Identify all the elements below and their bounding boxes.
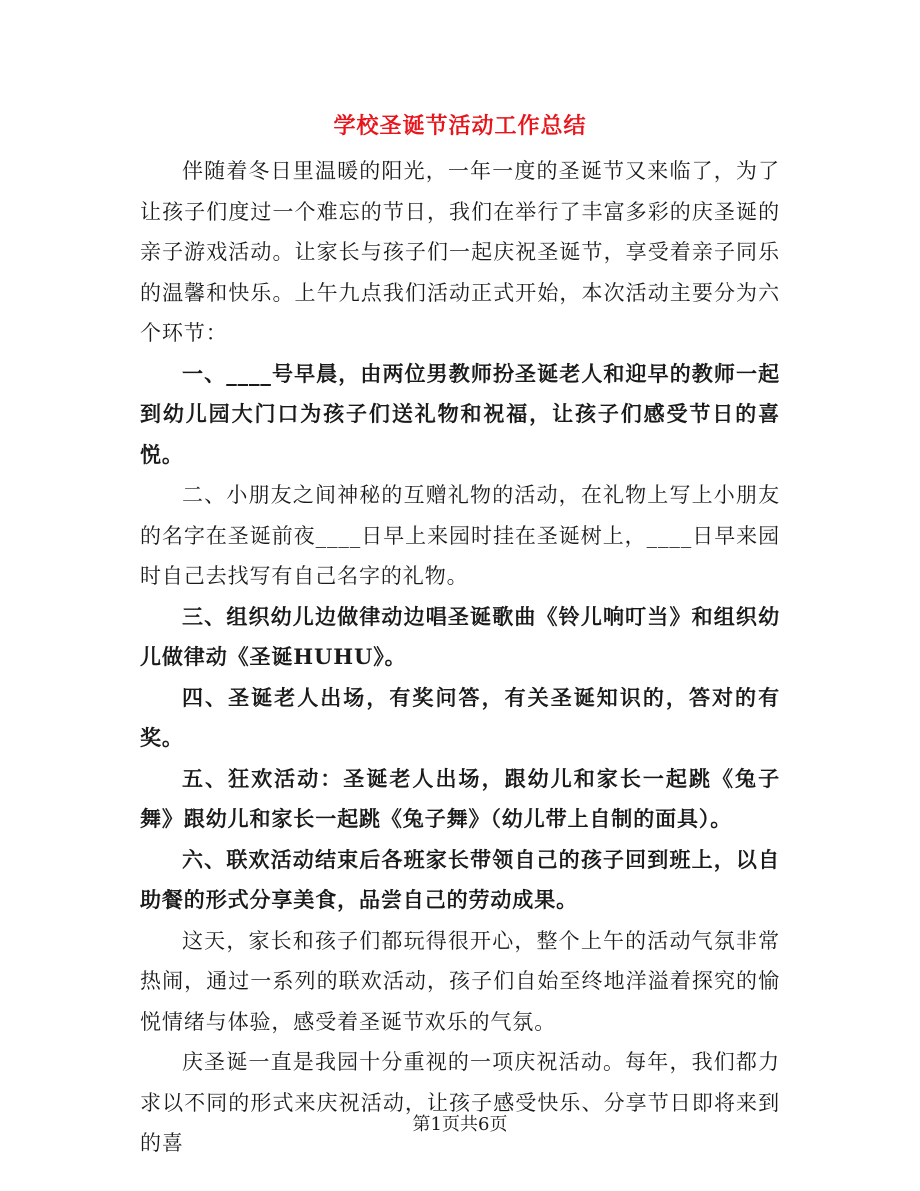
- paragraph-item-6: 六、联欢活动结束后各班家长带领自己的孩子回到班上，以自助餐的形式分享美食，品尝自己的劳动成果。: [140, 846, 780, 912]
- paragraph-item-1: 一、____号早晨，由两位男教师扮圣诞老人和迎早的教师一起到幼儿园大门口为孩子们送礼物和祝福，让孩子们感受节日的喜悦。: [140, 360, 780, 467]
- paragraph-intro: 伴随着冬日里温暖的阳光，一年一度的圣诞节又来临了，为了让孩子们度过一个难忘的节日，我们在举行了丰富多彩的庆圣诞的亲子游戏活动。让家长与孩子们一起庆祝圣诞节，享受着亲子同乐的温馨和快乐。上午九点我们活动正式开始，本次活动主要分为六个环节：: [140, 159, 780, 345]
- document-body: [140, 151, 780, 1164]
- paragraph-item-2: 二、小朋友之间神秘的互赠礼物的活动，在礼物上写上小朋友的名字在圣诞前夜____日早上来园时挂在圣诞树上，____日早来园时自己去找写有自己名字的礼物。: [140, 483, 780, 588]
- page-title: 学校圣诞节活动工作总结: [333, 113, 587, 139]
- paragraph-closing: 庆圣诞一直是我园十分重视的一项庆祝活动。每年，我们都力求以不同的形式来庆祝活动，让孩子感受快乐、分享节日即将来到的喜: [140, 1050, 780, 1155]
- paragraph-item-5: 五、狂欢活动：圣诞老人出场，跟幼儿和家长一起跳《兔子舞》跟幼儿和家长一起跳《兔子舞》（幼儿带上自制的面具）。: [140, 765, 780, 831]
- paragraph-item-4: 四、圣诞老人出场，有奖问答，有关圣诞知识的，答对的有奖。: [140, 684, 780, 750]
- page-number-footer: 第1页共6页: [412, 1114, 508, 1135]
- paragraph-summary: 这天，家长和孩子们都玩得很开心，整个上午的活动气氛非常热闹，通过一系列的联欢活动，孩子们自始至终地洋溢着探究的愉悦情绪与体验，感受着圣诞节欢乐的气氛。: [140, 928, 780, 1034]
- paragraph-item-3: 三、组织幼儿边做律动边唱圣诞歌曲《铃儿响叮当》和组织幼儿做律动《圣诞HUHU》。: [140, 603, 780, 669]
